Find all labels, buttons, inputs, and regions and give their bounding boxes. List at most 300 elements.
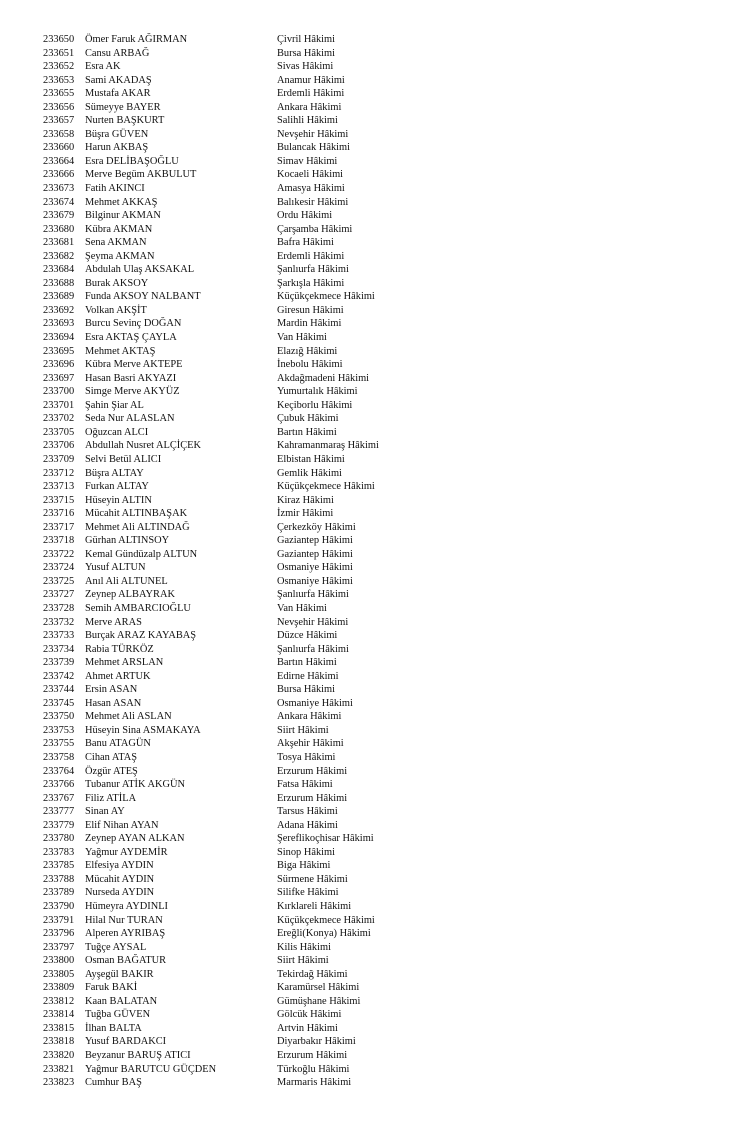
assignment-place: Çubuk Hâkimi xyxy=(277,413,339,425)
registry-number: 233689 xyxy=(43,291,75,303)
list-item xyxy=(0,290,730,304)
registry-number: 233814 xyxy=(43,1009,75,1021)
list-item xyxy=(0,439,730,453)
registry-number: 233664 xyxy=(43,155,75,167)
assignment-place: Erzurum Hâkimi xyxy=(277,792,348,804)
assignment-place: Çivril Hâkimi xyxy=(277,34,336,45)
assignment-place: Nevşehir Hâkimi xyxy=(277,128,349,140)
person-name: Banu ATAGÜN xyxy=(85,738,151,750)
person-name: Semih AMBARCIOĞLU xyxy=(85,602,191,614)
list-item xyxy=(0,886,730,900)
list-item xyxy=(0,927,730,941)
registry-number: 233693 xyxy=(43,318,75,330)
list-item xyxy=(0,751,730,765)
registry-number: 233728 xyxy=(43,602,75,614)
registry-number: 233713 xyxy=(43,481,75,493)
registry-number: 233702 xyxy=(43,413,75,425)
person-name: Kaan BALATAN xyxy=(85,995,158,1007)
registry-number: 233653 xyxy=(43,74,75,86)
assignment-place: Simav Hâkimi xyxy=(277,155,338,167)
person-name: İlhan BALTA xyxy=(85,1022,142,1034)
list-item xyxy=(0,954,730,968)
person-name: Elif Nihan AYAN xyxy=(85,819,159,831)
person-name: Sena AKMAN xyxy=(85,237,147,249)
person-name: Tuğçe AYSAL xyxy=(85,941,147,953)
registry-number: 233820 xyxy=(43,1050,75,1062)
list-item xyxy=(0,846,730,860)
person-name: Mehmet Ali ASLAN xyxy=(85,711,172,723)
person-name: Ersin ASAN xyxy=(85,684,138,696)
registry-number: 233718 xyxy=(43,535,75,547)
registry-number: 233673 xyxy=(43,183,75,195)
list-item xyxy=(0,873,730,887)
registry-number: 233727 xyxy=(43,589,75,601)
registry-number: 233688 xyxy=(43,277,75,289)
list-item xyxy=(0,372,730,386)
assignment-place: Şanlıurfa Hâkimi xyxy=(277,589,349,601)
list-item xyxy=(0,385,730,399)
assignment-place: Akşehir Hâkimi xyxy=(277,738,344,750)
person-name: Özgür ATEŞ xyxy=(85,765,138,777)
assignment-place: Şarkışla Hâkimi xyxy=(277,277,345,289)
person-name: Merve Begüm AKBULUT xyxy=(85,169,197,181)
person-name: Hilal Nur TURAN xyxy=(85,914,163,926)
list-item xyxy=(0,616,730,630)
assignment-place: Nevşehir Hâkimi xyxy=(277,616,349,628)
registry-number: 233652 xyxy=(43,61,75,73)
list-item xyxy=(0,74,730,88)
assignment-place: Elazığ Hâkimi xyxy=(277,345,338,357)
assignment-place: Bartın Hâkimi xyxy=(277,657,337,669)
registry-number: 233734 xyxy=(43,643,75,655)
person-name: Oğuzcan ALCI xyxy=(85,426,149,438)
registry-number: 233701 xyxy=(43,399,75,411)
person-name: Büşra ALTAY xyxy=(85,467,144,479)
assignment-place: Mardin Hâkimi xyxy=(277,318,342,330)
registry-number: 233815 xyxy=(43,1022,75,1034)
registry-number: 233724 xyxy=(43,562,75,574)
registry-number: 233684 xyxy=(43,264,75,276)
registry-number: 233812 xyxy=(43,995,75,1007)
registry-number: 233651 xyxy=(43,47,75,59)
list-item xyxy=(0,792,730,806)
registry-number: 233697 xyxy=(43,372,75,384)
appointment-list xyxy=(0,33,730,1090)
registry-number: 233790 xyxy=(43,901,75,912)
registry-number: 233712 xyxy=(43,467,75,479)
assignment-place: Gölcük Hâkimi xyxy=(277,1009,342,1021)
person-name: Ahmet ARTUK xyxy=(85,670,151,682)
registry-number: 233658 xyxy=(43,128,75,140)
person-name: Cumhur BAŞ xyxy=(85,1077,142,1089)
assignment-place: Marmaris Hâkimi xyxy=(277,1077,352,1089)
registry-number: 233732 xyxy=(43,616,75,628)
person-name: Merve ARAS xyxy=(85,616,142,628)
list-item xyxy=(0,805,730,819)
person-name: Fatih AKINCI xyxy=(85,183,145,195)
registry-number: 233818 xyxy=(43,1036,75,1048)
assignment-place: Biga Hâkimi xyxy=(277,860,331,872)
person-name: Mustafa AKAR xyxy=(85,88,151,100)
registry-number: 233660 xyxy=(43,142,75,154)
list-item xyxy=(0,561,730,575)
person-name: Sami AKADAŞ xyxy=(85,74,152,86)
assignment-place: Çarşamba Hâkimi xyxy=(277,223,353,235)
person-name: Sinan AY xyxy=(85,806,125,818)
list-item xyxy=(0,710,730,724)
registry-number: 233681 xyxy=(43,237,75,249)
list-item xyxy=(0,196,730,210)
list-item xyxy=(0,1076,730,1090)
person-name: Seda Nur ALASLAN xyxy=(85,413,175,425)
registry-number: 233717 xyxy=(43,521,75,533)
list-item xyxy=(0,33,730,47)
list-item xyxy=(0,548,730,562)
list-item xyxy=(0,277,730,291)
person-name: Tubanur ATİK AKGÜN xyxy=(85,779,186,791)
registry-number: 233706 xyxy=(43,440,75,452)
assignment-place: Çerkezköy Hâkimi xyxy=(277,521,356,533)
person-name: Şeyma AKMAN xyxy=(85,250,155,262)
person-name: Funda AKSOY NALBANT xyxy=(85,291,201,303)
list-item xyxy=(0,331,730,345)
list-item xyxy=(0,819,730,833)
assignment-place: Düzce Hâkimi xyxy=(277,630,338,642)
registry-number: 233797 xyxy=(43,941,75,953)
list-item xyxy=(0,114,730,128)
person-name: Alperen AYRIBAŞ xyxy=(85,928,166,940)
assignment-place: Silifke Hâkimi xyxy=(277,887,339,899)
registry-number: 233764 xyxy=(43,765,75,777)
assignment-place: Osmaniye Hâkimi xyxy=(277,575,353,587)
person-name: Kübra Merve AKTEPE xyxy=(85,359,183,371)
assignment-place: Balıkesir Hâkimi xyxy=(277,196,349,208)
list-item xyxy=(0,995,730,1009)
registry-number: 233733 xyxy=(43,630,75,642)
person-name: Nurseda AYDIN xyxy=(85,887,155,899)
list-item xyxy=(0,453,730,467)
assignment-place: Şanlıurfa Hâkimi xyxy=(277,264,349,276)
person-name: Zeynep ALBAYRAK xyxy=(85,589,175,601)
registry-number: 233715 xyxy=(43,494,75,506)
person-name: Elfesiya AYDIN xyxy=(85,860,154,872)
person-name: Harun AKBAŞ xyxy=(85,142,149,154)
registry-number: 233753 xyxy=(43,724,75,736)
registry-number: 233692 xyxy=(43,304,75,316)
assignment-place: Ankara Hâkimi xyxy=(277,711,342,723)
registry-number: 233655 xyxy=(43,88,75,100)
list-item xyxy=(0,494,730,508)
list-item xyxy=(0,128,730,142)
assignment-place: Adana Hâkimi xyxy=(277,819,338,831)
assignment-place: Sürmene Hâkimi xyxy=(277,873,348,885)
list-item xyxy=(0,155,730,169)
assignment-place: Artvin Hâkimi xyxy=(277,1022,338,1034)
assignment-place: Kocaeli Hâkimi xyxy=(277,169,344,181)
person-name: Mehmet AKKAŞ xyxy=(85,196,158,208)
person-name: Cansu ARBAĞ xyxy=(85,47,150,59)
assignment-place: Erdemli Hâkimi xyxy=(277,250,345,262)
assignment-place: Küçükçekmece Hâkimi xyxy=(277,291,375,303)
list-item xyxy=(0,1049,730,1063)
assignment-place: Erzurum Hâkimi xyxy=(277,1050,348,1062)
list-item xyxy=(0,467,730,481)
registry-number: 233650 xyxy=(43,34,75,45)
person-name: Furkan ALTAY xyxy=(85,481,149,493)
registry-number: 233680 xyxy=(43,223,75,235)
registry-number: 233823 xyxy=(43,1077,75,1089)
list-item xyxy=(0,914,730,928)
person-name: Yusuf BARDAKCI xyxy=(85,1036,167,1048)
assignment-place: Amasya Hâkimi xyxy=(277,183,345,195)
registry-number: 233755 xyxy=(43,738,75,750)
assignment-place: Anamur Hâkimi xyxy=(277,74,345,86)
person-name: Hasan ASAN xyxy=(85,697,142,709)
person-name: Burcu Sevinç DOĞAN xyxy=(85,318,182,330)
registry-number: 233722 xyxy=(43,548,75,560)
list-item xyxy=(0,399,730,413)
list-item xyxy=(0,534,730,548)
person-name: Büşra GÜVEN xyxy=(85,128,149,140)
registry-number: 233657 xyxy=(43,115,75,127)
assignment-place: Edirne Hâkimi xyxy=(277,670,339,682)
assignment-place: Kiraz Hâkimi xyxy=(277,494,334,506)
registry-number: 233788 xyxy=(43,873,75,885)
assignment-place: Diyarbakır Hâkimi xyxy=(277,1036,356,1048)
list-item xyxy=(0,981,730,995)
list-item xyxy=(0,670,730,684)
list-item xyxy=(0,317,730,331)
assignment-place: Bafra Hâkimi xyxy=(277,237,334,249)
person-name: Osman BAĞATUR xyxy=(85,955,167,967)
registry-number: 233696 xyxy=(43,359,75,371)
assignment-place: Salihli Hâkimi xyxy=(277,115,338,127)
assignment-place: Bulancak Hâkimi xyxy=(277,142,351,154)
list-item xyxy=(0,412,730,426)
person-name: Yağmur BARUTCU GÜÇDEN xyxy=(85,1063,217,1075)
registry-number: 233674 xyxy=(43,196,75,208)
registry-number: 233791 xyxy=(43,914,75,926)
assignment-place: Fatsa Hâkimi xyxy=(277,779,333,791)
list-item xyxy=(0,832,730,846)
person-name: Sümeyye BAYER xyxy=(85,101,161,113)
registry-number: 233783 xyxy=(43,846,75,858)
assignment-place: Küçükçekmece Hâkimi xyxy=(277,481,375,493)
assignment-place: Şereflikoçhisar Hâkimi xyxy=(277,833,374,845)
person-name: Zeynep AYAN ALKAN xyxy=(85,833,185,845)
person-name: Esra AK xyxy=(85,61,121,73)
list-item xyxy=(0,101,730,115)
list-item xyxy=(0,765,730,779)
person-name: Burçak ARAZ KAYABAŞ xyxy=(85,630,197,642)
list-item xyxy=(0,697,730,711)
assignment-place: Osmaniye Hâkimi xyxy=(277,562,353,574)
assignment-place: Bartın Hâkimi xyxy=(277,426,337,438)
assignment-place: Gümüşhane Hâkimi xyxy=(277,995,361,1007)
registry-number: 233695 xyxy=(43,345,75,357)
registry-number: 233758 xyxy=(43,751,75,763)
registry-number: 233750 xyxy=(43,711,75,723)
assignment-place: Sinop Hâkimi xyxy=(277,846,336,858)
registry-number: 233742 xyxy=(43,670,75,682)
person-name: Kübra AKMAN xyxy=(85,223,153,235)
person-name: Ömer Faruk AĞIRMAN xyxy=(85,34,188,45)
list-item xyxy=(0,941,730,955)
list-item xyxy=(0,521,730,535)
list-item xyxy=(0,900,730,914)
person-name: Rabia TÜRKÖZ xyxy=(85,643,154,655)
list-item xyxy=(0,1022,730,1036)
person-name: Şahin Şiar AL xyxy=(85,399,144,411)
list-item xyxy=(0,168,730,182)
list-item xyxy=(0,575,730,589)
registry-number: 233682 xyxy=(43,250,75,262)
registry-number: 233800 xyxy=(43,955,75,967)
person-name: Abdullah Nusret ALÇİÇEK xyxy=(85,440,202,452)
list-item xyxy=(0,358,730,372)
list-item xyxy=(0,60,730,74)
person-name: Faruk BAKİ xyxy=(85,982,138,994)
person-name: Esra AKTAŞ ÇAYLA xyxy=(85,332,177,344)
registry-number: 233656 xyxy=(43,101,75,113)
list-item xyxy=(0,1063,730,1077)
assignment-place: Kahramanmaraş Hâkimi xyxy=(277,440,379,452)
assignment-place: Gemlik Hâkimi xyxy=(277,467,342,479)
assignment-place: Elbistan Hâkimi xyxy=(277,453,345,465)
assignment-place: Tosya Hâkimi xyxy=(277,751,336,763)
list-item xyxy=(0,87,730,101)
list-item xyxy=(0,656,730,670)
assignment-place: Giresun Hâkimi xyxy=(277,304,344,316)
registry-number: 233777 xyxy=(43,806,75,818)
person-name: Mehmet AKTAŞ xyxy=(85,345,156,357)
person-name: Mehmet ARSLAN xyxy=(85,657,164,669)
list-item xyxy=(0,345,730,359)
assignment-place: Erzurum Hâkimi xyxy=(277,765,348,777)
list-item xyxy=(0,602,730,616)
assignment-place: Erdemli Hâkimi xyxy=(277,88,345,100)
person-name: Mehmet Ali ALTINDAĞ xyxy=(85,521,190,533)
assignment-place: Akdağmadeni Hâkimi xyxy=(277,372,370,384)
assignment-place: Gaziantep Hâkimi xyxy=(277,535,353,547)
list-item xyxy=(0,426,730,440)
person-name: Nurten BAŞKURT xyxy=(85,115,165,127)
registry-number: 233745 xyxy=(43,697,75,709)
list-item xyxy=(0,223,730,237)
assignment-place: Keçiborlu Hâkimi xyxy=(277,399,353,411)
list-item xyxy=(0,737,730,751)
list-item xyxy=(0,588,730,602)
person-name: Selvi Betül ALICI xyxy=(85,453,162,465)
assignment-place: Sivas Hâkimi xyxy=(277,61,334,73)
assignment-place: Gaziantep Hâkimi xyxy=(277,548,353,560)
registry-number: 233780 xyxy=(43,833,75,845)
list-item xyxy=(0,724,730,738)
registry-number: 233700 xyxy=(43,386,75,398)
person-name: Mücahit AYDIN xyxy=(85,873,155,885)
list-item xyxy=(0,968,730,982)
list-item xyxy=(0,304,730,318)
registry-number: 233796 xyxy=(43,928,75,940)
registry-number: 233766 xyxy=(43,779,75,791)
list-item xyxy=(0,236,730,250)
person-name: Bilginur AKMAN xyxy=(85,210,161,222)
list-item xyxy=(0,263,730,277)
list-item xyxy=(0,209,730,223)
person-name: Ayşegül BAKIR xyxy=(85,968,154,980)
registry-number: 233716 xyxy=(43,508,75,520)
registry-number: 233705 xyxy=(43,426,75,438)
registry-number: 233694 xyxy=(43,332,75,344)
person-name: Tuğba GÜVEN xyxy=(85,1009,151,1021)
person-name: Beyzanur BARUŞ ATICI xyxy=(85,1050,191,1062)
assignment-place: İzmir Hâkimi xyxy=(277,508,334,520)
registry-number: 233785 xyxy=(43,860,75,872)
list-item xyxy=(0,859,730,873)
registry-number: 233809 xyxy=(43,982,75,994)
person-name: Hümeyra AYDINLI xyxy=(85,901,169,912)
assignment-place: Tekirdağ Hâkimi xyxy=(277,968,348,980)
assignment-place: Yumurtalık Hâkimi xyxy=(277,386,358,398)
list-item xyxy=(0,480,730,494)
list-item xyxy=(0,141,730,155)
assignment-place: Bursa Hâkimi xyxy=(277,684,336,696)
registry-number: 233725 xyxy=(43,575,75,587)
assignment-place: Tarsus Hâkimi xyxy=(277,806,338,818)
assignment-place: İnebolu Hâkimi xyxy=(277,359,343,371)
assignment-place: Ordu Hâkimi xyxy=(277,210,333,222)
registry-number: 233767 xyxy=(43,792,75,804)
list-item xyxy=(0,507,730,521)
person-name: Yusuf ALTUN xyxy=(85,562,146,574)
person-name: Yağmur AYDEMİR xyxy=(85,846,168,858)
assignment-place: Osmaniye Hâkimi xyxy=(277,697,353,709)
registry-number: 233789 xyxy=(43,887,75,899)
assignment-place: Türkoğlu Hâkimi xyxy=(277,1063,350,1075)
registry-number: 233744 xyxy=(43,684,75,696)
registry-number: 233679 xyxy=(43,210,75,222)
assignment-place: Ereğli(Konya) Hâkimi xyxy=(277,928,371,940)
registry-number: 233821 xyxy=(43,1063,75,1075)
person-name: Filiz ATİLA xyxy=(85,792,137,804)
list-item xyxy=(0,250,730,264)
list-item xyxy=(0,643,730,657)
assignment-place: Bursa Hâkimi xyxy=(277,47,336,59)
assignment-place: Van Hâkimi xyxy=(277,332,327,344)
registry-number: 233739 xyxy=(43,657,75,669)
person-name: Kemal Gündüzalp ALTUN xyxy=(85,548,198,560)
person-name: Volkan AKŞİT xyxy=(85,304,147,316)
person-name: Mücahit ALTINBAŞAK xyxy=(85,508,188,520)
list-item xyxy=(0,629,730,643)
assignment-place: Siirt Hâkimi xyxy=(277,955,329,967)
assignment-place: Ankara Hâkimi xyxy=(277,101,342,113)
assignment-place: Siirt Hâkimi xyxy=(277,724,329,736)
list-item xyxy=(0,182,730,196)
person-name: Abdulah Ulaş AKSAKAL xyxy=(85,264,195,276)
list-item xyxy=(0,683,730,697)
list-item xyxy=(0,778,730,792)
list-item xyxy=(0,47,730,61)
assignment-place: Küçükçekmece Hâkimi xyxy=(277,914,375,926)
person-name: Hüseyin Sina ASMAKAYA xyxy=(85,724,201,736)
person-name: Anıl Ali ALTUNEL xyxy=(85,575,168,587)
assignment-place: Kilis Hâkimi xyxy=(277,941,331,953)
registry-number: 233666 xyxy=(43,169,75,181)
person-name: Hüseyin ALTIN xyxy=(85,494,152,506)
person-name: Burak AKSOY xyxy=(85,277,149,289)
person-name: Cihan ATAŞ xyxy=(85,751,137,763)
